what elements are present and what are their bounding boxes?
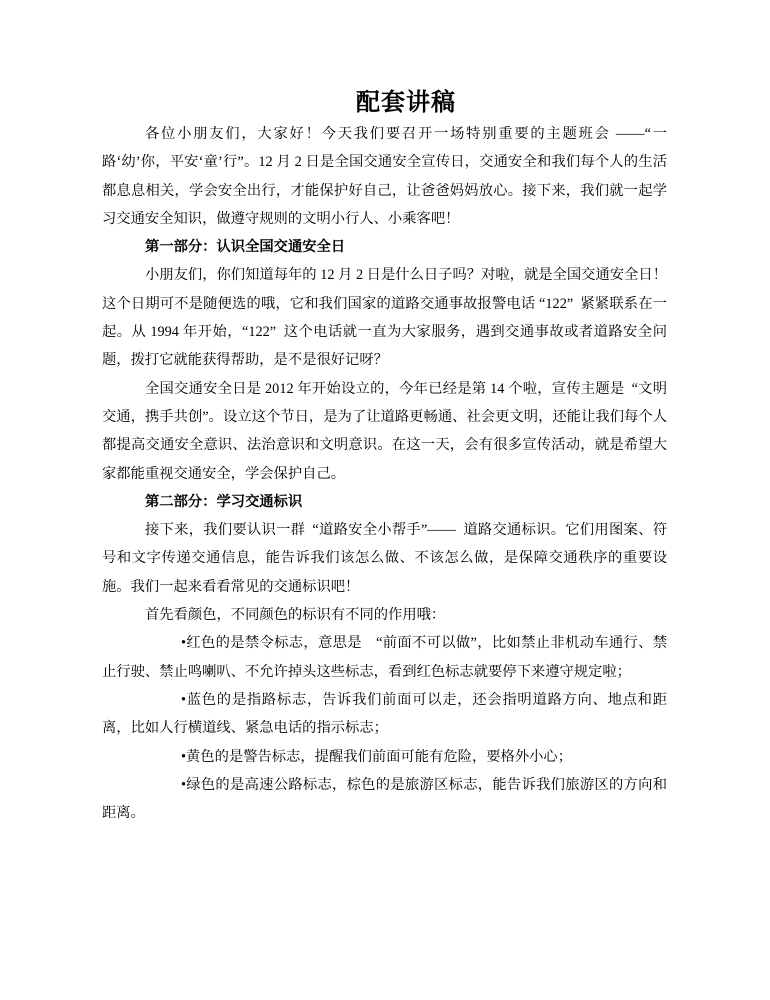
- body-paragraph: 接下来，我们要认识一群 “道路安全小帮手”—— 道路交通标识。它们用图案、符号和文字传递交通信息，能告诉我们该怎么做、不该怎么做，是保障交通秩序的重要设施。我们一起来看看常见的交通标识吧！: [102, 522, 667, 595]
- body-paragraph: 全国交通安全日是 2012 年开始设立的，今年已经是第 14 个啦，宣传主题是 “文明交通，携手共创”。设立这个节日，是为了让道路更畅通、社会更文明，还能让我们每个人都提高交通安全意识、法治意识和文明意识。在这一天，会有很多宣传活动，就是希望大家都能重视交通安全，学会保护自己。: [102, 380, 667, 482]
- document-body: [102, 120, 667, 827]
- body-paragraph: 首先看颜色，不同颜色的标识有不同的作用哦：: [145, 607, 446, 624]
- bullet-item: •绿色的是高速公路标志，棕色的是旅游区标志，能告诉我们旅游区的方向和距离。: [102, 776, 667, 822]
- body-paragraph: 各位小朋友们，大家好！今天我们要召开一场特别重要的主题班会 ——“一路‘幼’你，平安‘童’行”。12 月 2 日是全国交通安全宣传日，交通安全和我们每个人的生活都息息相关，学会安全出行，才能保护好自己，让爸爸妈妈放心。接下来，我们就一起学习交通安全知识，做遵守规则的文明小行人、小乘客吧！: [102, 126, 667, 227]
- bullet-item: •黄色的是警告标志，提醒我们前面可能有危险，要格外小心；: [181, 748, 573, 765]
- body-paragraph: 小朋友们，你们知道每年的 12 月 2 日是什么日子吗？对啦，就是全国交通安全日！这个日期可不是随便选的哦，它和我们国家的道路交通事故报警电话 “122” 紧紧联系在一起。从 1994 年开始，“122” 这个电话就一直为大家服务，遇到交通事故或者道路安全问题，拨打它就能获得帮助，是不是很好记呀？: [102, 267, 667, 369]
- document-title: 配套讲稿: [356, 90, 456, 116]
- section-heading: 第一部分：认识全国交通安全日: [145, 239, 346, 256]
- section-heading: 第二部分：学习交通标识: [145, 493, 303, 510]
- bullet-item: •蓝色的是指路标志，告诉我们前面可以走，还会指明道路方向、地点和距离，比如人行横道线、紧急电话的指示标志；: [102, 691, 667, 737]
- bullet-item: •红色的是禁令标志，意思是 “前面不可以做”，比如禁止非机动车通行、禁止行驶、禁止鸣喇叭、不允许掉头这些标志，看到红色标志就要停下来遵守规定啦；: [102, 635, 667, 680]
